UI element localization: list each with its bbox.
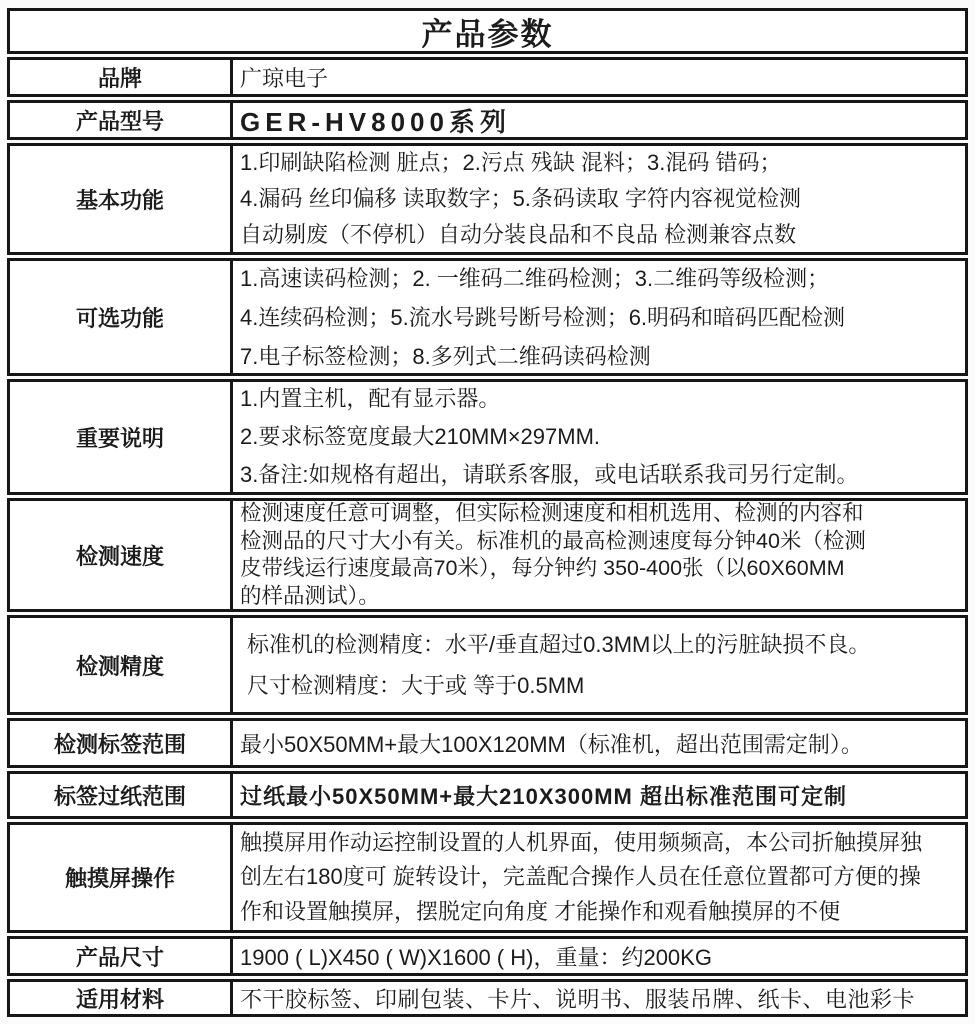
row-brand: [7, 57, 968, 97]
important-notes-line-2: 2.要求标签宽度最大210MM×297MM.: [240, 424, 601, 449]
detection-speed-line-1: 检测速度任意可调整，但实际检测速度和相机选用、检测的内容和: [240, 501, 864, 525]
detection-label-range-value: 最小50X50MM+最大100X120MM（标准机，超出范围需定制）。: [240, 731, 863, 757]
row-touchscreen-operation: [7, 822, 968, 933]
row-important-notes: [7, 379, 968, 495]
row-label-important-notes: 重要说明: [10, 382, 233, 492]
touchscreen-operation-line-2: 创左右180度可 旋转设计，完盖配合操作人员在任意位置都可方便的操: [240, 864, 921, 890]
row-label-applicable-materials: 适用材料: [10, 982, 233, 1014]
detection-speed-line-3: 皮带线运行速度最高70米），每分钟约 350-400张（以60X60MM: [240, 556, 845, 580]
row-content-model: [233, 103, 965, 137]
detection-precision-line-1: 标准机的检测精度：水平/垂直超过0.3MM以上的污脏缺损不良。: [247, 632, 871, 657]
row-content-detection-label-range: [233, 721, 965, 765]
row-detection-speed: [7, 498, 968, 612]
row-label-label-paper-range: 标签过纸范围: [10, 774, 233, 816]
table-title: [7, 8, 968, 54]
brand-value: 广琼电子: [240, 65, 329, 91]
row-content-basic-functions: [233, 146, 965, 252]
optional-functions-line-1: 1.高速读码检测；2. 一维码二维码检测；3.二维码等级检测；: [240, 265, 830, 291]
row-product-dimensions: [7, 936, 968, 976]
row-model: [7, 100, 968, 140]
important-notes-line-3: 3.备注:如规格有超出，请联系客服，或电话联系我司另行定制。: [240, 462, 859, 487]
row-label-touchscreen-operation: 触摸屏操作: [10, 825, 233, 930]
optional-functions-line-3: 7.电子标签检测；8.多列式二维码读码检测: [240, 343, 651, 369]
row-basic-functions: [7, 143, 968, 255]
row-content-product-dimensions: [233, 939, 965, 973]
row-label-optional-functions: 可选功能: [10, 261, 233, 373]
row-content-touchscreen-operation: [233, 825, 965, 930]
row-label-product-dimensions: 产品尺寸: [10, 939, 233, 973]
optional-functions-line-2: 4.连续码检测；5.流水号跳号断号检测；6.明码和暗码匹配检测: [240, 304, 846, 330]
row-detection-precision: [7, 615, 968, 715]
row-applicable-materials: [7, 979, 968, 1017]
row-label-basic-functions: 基本功能: [10, 146, 233, 252]
detection-precision-line-2: 尺寸检测精度：大于或 等于0.5MM: [247, 673, 585, 698]
row-content-detection-speed: [233, 501, 965, 609]
row-label-paper-range: [7, 771, 968, 819]
row-content-applicable-materials: [233, 982, 965, 1014]
important-notes-line-1: 1.内置主机，配有显示器。: [240, 386, 501, 411]
row-content-brand: [233, 60, 965, 94]
row-content-optional-functions: [233, 261, 965, 373]
row-label-detection-range: [7, 718, 968, 768]
applicable-materials-value: 不干胶标签、印刷包装、卡片、说明书、服装吊牌、纸卡、电池彩卡: [240, 986, 916, 1012]
row-content-label-paper-range: [233, 774, 965, 816]
page-title: 产品参数: [421, 16, 554, 52]
row-optional-functions: [7, 258, 968, 376]
touchscreen-operation-line-1: 触摸屏用作动运控制设置的人机界面，使用频频高，本公司折触摸屏独: [240, 829, 923, 855]
detection-speed-line-4: 的样品测试）。: [240, 583, 380, 608]
model-value: GER-HV8000系列: [240, 106, 511, 137]
basic-functions-line-1: 1.印刷缺陷检测 脏点；2.污点 残缺 混料；3.混码 错码；: [240, 150, 782, 175]
basic-functions-line-2: 4.漏码 丝印偏移 读取数字；5.条码读取 字符内容视觉检测: [240, 186, 802, 211]
row-label-detection-precision: 检测精度: [10, 618, 233, 712]
row-label-brand: 品牌: [10, 60, 233, 94]
row-label-detection-label-range: 检测标签范围: [10, 721, 233, 765]
product-dimensions-value: 1900 ( L)X450 ( W)X1600 ( H)，重量：约200KG: [240, 944, 712, 970]
row-content-important-notes: [233, 382, 965, 492]
label-paper-range-value: 过纸最小50X50MM+最大210X300MM 超出标准范围可定制: [240, 783, 847, 809]
row-label-detection-speed: 检测速度: [10, 501, 233, 609]
row-label-model: 产品型号: [10, 103, 233, 137]
touchscreen-operation-line-3: 作和设置触摸屏，摆脱定向角度 才能操作和观看触摸屏的不便: [240, 898, 841, 924]
row-content-detection-precision: [233, 618, 965, 712]
basic-functions-line-3: 自动剔废（不停机）自动分装良品和不良品 检测兼容点数: [240, 222, 797, 247]
detection-speed-line-2: 检测品的尺寸大小有关。标准机的最高检测速度每分钟40米（检测: [240, 528, 866, 553]
